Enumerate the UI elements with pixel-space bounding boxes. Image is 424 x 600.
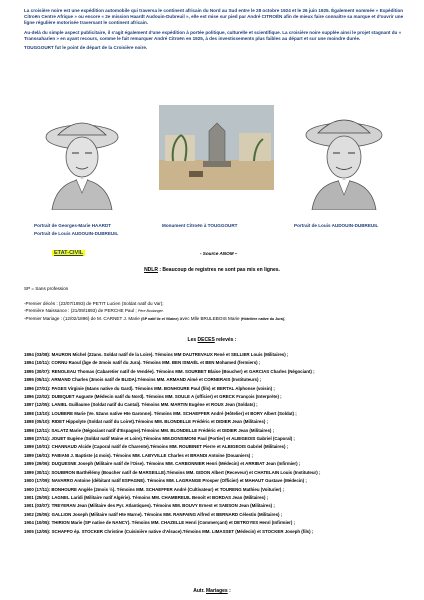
portrait-audouin-dubreuil-image — [294, 105, 394, 210]
caption-haardt: Portrait de Georges-Marie HAARDT — [34, 223, 112, 228]
caption-audouin-dubreuil-left: Portrait de Louis AUDOUIN-DUBREUIL — [34, 231, 119, 236]
deces-entry: 1905 (12/05): SCHAFFO ép. STOCKER Christine (Cuisinière native d'Alsace).Témoins MM. LIMASSET (Médecin) et STOCKER Joseph (fils) ; — [24, 528, 314, 534]
intro-text — [24, 8, 404, 54]
ndlr-text: : Beaucoup de registres ne sont pas mis en lignes. — [157, 267, 280, 273]
deces-heading: Les DECES relevés : — [187, 337, 237, 343]
first-marriage: -Premier Mariage : (12/02/1896) de M. CARNET J. Marie (SP natif île et Vilaine) avec Mlle BRULEBOIS Marie (Hôtelière native du Jura); — [24, 316, 286, 321]
intro-paragraph-2: Au-delà du simple aspect publicitaire, il s'agit également d'une expédition à portée politique, culturelle et scientifique. La croisière noire supplée ainsi le projet stagnant du « Transsaharien » en ayant recours, comme le fait remarquer André Citroën en 1925, à des investissements plus faibles au départ et sur une moindre durée. — [24, 29, 402, 41]
photo-row — [24, 105, 404, 236]
deces-entry: 1901 (25/05): LAGNEL Laridi (Militaire natif Algérie). Témoins MM. CHAMBREUIL Benoît et BORDAS Jean (Militaires) ; — [24, 494, 269, 500]
deces-entry: 1899 (16/01): FABIANI J. Baptiste (4 mois). Témoins MM. LABYVILLE Charles et BRANDI Antoine (Douaniers) ; — [24, 452, 253, 458]
etat-civil-heading: ETAT-CIVIL — [54, 250, 84, 256]
source-note: - Source ANOM – — [200, 251, 238, 256]
deces-entry: 1897 (12/05): LANIEL Guillaume (Soldat natif du Cantal). Témoins MM. MARTIN Eugène et ROUX Jean (Soldats) ; — [24, 402, 258, 408]
deces-entry: 1894 (10/11): CORNU Raoul (âge de 3mois natif du Jura). Témoins MM. BEN ISMAËL et BEN Mohamed (fermiers) ; — [24, 360, 261, 366]
caption-monument: Monument Citroën à TOUGGOURT — [162, 223, 238, 228]
intro-paragraph-1: La croisière noire est une expédition automobile qui traversa le continent africain du Nord au Sud entre le 28 octobre 1924 et le 26 juin 1925. Également nommée « Expédition Citroën Centre Afrique » ou encore « 2e mission Haardt Audouin-Dubreuil », elle est mise sur pied par André CITROËN afin de mieux faire connaître sa marque et d'ouvrir une ligne régulière motorisée traversant le continent africain. — [24, 8, 404, 26]
deces-entry: 1896 (27/01): PAGES Virginie (64ans native du Gard). Témoins MM. BONHOURE Paul (fils) et BERTAL Alphonse (voisin) ; — [24, 385, 275, 391]
deces-entry: 1898 (05/10): RIDET Hippolyte (Soldat natif du Loiret).Témoins MM. BLONDELLE Frédéric et DIDIER Jean (Militaires) ; — [24, 419, 268, 425]
portrait-haardt-image — [32, 105, 132, 210]
deces-entry: 1898 (13/10): LOUBERE Marie (Ve. 52ans native Hte Garonne). Témoins MM. SCHAEFFER André (Hôtelier) et BORY Albert (Soldat) ; — [24, 410, 297, 416]
deces-entry: 1895 (30/07): RENOLEAU Thomas (Cabaretier natif de Vendée). Témoins MM. SOURBET Blaise (Boucher) et GARCIAS Charles (Négociant) ; — [24, 368, 315, 374]
deces-entry: 1901 (03/07): TREYERAN Jean (Militaire des Pyr. Atlantiques). Témoins MM. BOUVY Ernest et SABSON Jean (Militaires) ; — [24, 503, 275, 509]
deces-entry: 1895 (05/11): ARMAND Charles (3mois natif de BLIDA).Témoins MM. ARMAND Aimé et CORNERAIS (Instituteurs) ; — [24, 377, 262, 383]
first-records — [24, 300, 285, 323]
deces-entry: 1900 (17/11): BONHOURE Angèle (2mois ½). Témoins MM. SCHAEFFER André (Cultivateur) et TOURENG Mathieu (Voiturier) ; — [24, 486, 285, 492]
deces-entry: 1904 (10/05): THIRION Marie (SP native de NANCY). Témoins MM. CHAZELLE Henri (Commerçant) et DETROYES Henri (Infirmier) ; — [24, 520, 295, 526]
deces-list — [24, 351, 408, 536]
first-birth: -Première Naissance : (21/09/1893) de PERCHE Paul ; Père Boulanger. — [24, 308, 164, 313]
monument-photo — [159, 105, 274, 190]
ndlr-note — [0, 267, 424, 273]
ndlr-label: NDLR — [144, 267, 158, 273]
intro-paragraph-3: TOUGGOURT fut le point de départ de la Croisière noire. — [24, 45, 148, 51]
deces-entry: 1899 (29/06): DUQUESNE Joseph (Militaire natif de l'Oise). Témoins MM. CARBONNIER Henri (Médecin) et ARRIBAT Jean (Infirmier) ; — [24, 461, 301, 467]
deces-entry: 1898 (12/11): SALATZ Marie (Négociant natif d'Espagne).Témoins MM. BLONDELLE Frédéric et DIDIER Jean (Militaires) ; — [24, 427, 275, 433]
deces-entry: 1894 (03/08): MAURON Michel (22ans. Soldat natif de la Loire). Témoins MM DAUTREVAUX René et SELLIER Louis (Militaires) ; — [24, 352, 289, 357]
deces-entry: 1896 (22/02): DUBIQUET Auguste (Médecin natif du Nord). Témoins MM. SOULE A (officier) et GRECK François (Interprète) ; — [24, 394, 282, 400]
caption-audouin-dubreuil: Portrait de Louis AUDOUIN-DUBREUIL — [294, 223, 379, 228]
sp-legend: SP = Sans profession — [24, 286, 69, 291]
deces-entry: 1898 (27/11): JOUET Eugène (Soldat natif Maine et Loire).Témoins MM.DONSIMONI Paul (Portier) et ALBIGEOIS Gabriel (Caporal) ; — [24, 436, 295, 442]
first-death: -Premier décès : (23/07/1893) de PETIT Lucien (Soldat natif du Var); — [24, 301, 164, 306]
mariages-heading: Autr. Mariages : — [193, 588, 231, 594]
deces-entry: 1902 (25/05): GALLION Joseph (Militaire natif Hte Marne). Témoins MM. RANFAING Alfred et BERNARD Célestin (Militaires) ; — [24, 511, 283, 517]
deces-entry: 1899 (10/01): CHANNAUD Alcide (Caporal natif de Charente).Témoins MM. ROUBINET Pierre et ALBIGEOIS Gabriel (Militaires) ; — [24, 444, 289, 450]
deces-entry: 1900 (17/09): NAVARRO Antoine (débitant natif ESPAGNE). Témoins MM. LAGRANGE Prosper (Officier) et MAHAUT Gustave (Médecin) ; — [24, 478, 307, 484]
deces-entry: 1899 (30/11): SOUBIRON Barthélémy (Boucher natif de MARSEILLE).Témoins MM. GIDON Albert (Receveur) et CHATELAIN Louis (Instituteur) ; — [24, 469, 321, 475]
